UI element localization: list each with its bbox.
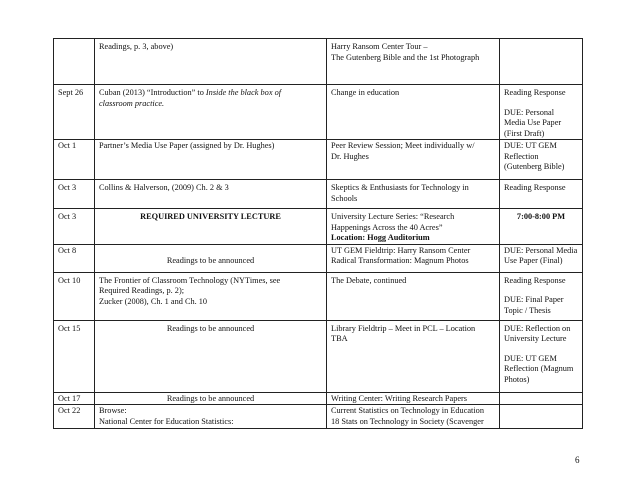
readings-cell: [95, 405, 327, 429]
date-cell: Oct 1: [54, 140, 95, 180]
schedule-table: [53, 38, 583, 429]
topic-text: Writing Center: Writing Research Papers: [331, 393, 468, 403]
topic-text: Harry Ransom Center Tour –: [331, 42, 428, 51]
topic-text: The Gutenberg Bible and the 1st Photograph: [331, 52, 480, 62]
topic-cell: [327, 39, 500, 85]
due-cell: [500, 405, 583, 429]
readings-text: The Frontier of Classroom Technology (NYTimes, see: [99, 275, 281, 285]
topic-text: The Debate, continued: [331, 275, 407, 285]
topic-cell: [327, 180, 500, 209]
topic-text: Library Fieldtrip – Meet in PCL – Location: [331, 323, 476, 333]
date-cell: Oct 3: [54, 209, 95, 245]
topic-cell: [327, 244, 500, 272]
date-cell: Oct 22: [54, 405, 95, 429]
topic-cell: [327, 85, 500, 140]
readings-cell: [95, 39, 327, 85]
readings-text: Collins & Halverson, (2009) Ch. 2 & 3: [99, 183, 229, 192]
due-text: DUE: Personal: [504, 107, 555, 117]
readings-cell: [95, 392, 327, 405]
topic-text: Peer Review Session; Meet individually w/: [331, 141, 475, 150]
due-text: Reading Response: [504, 88, 566, 97]
due-cell: [500, 272, 583, 320]
table-row: [54, 320, 583, 392]
due-text: DUE: Reflection on: [504, 323, 571, 333]
readings-text: Required Readings, p. 2);: [99, 286, 185, 295]
due-text: Topic / Thesis: [504, 305, 551, 315]
topic-text: Radical Transformation: Magnum Photos: [331, 256, 469, 265]
topic-text: TBA: [331, 334, 348, 343]
due-cell: [500, 39, 583, 85]
due-text: Media Use Paper: [504, 118, 562, 127]
due-cell: [500, 320, 583, 392]
page-number: 6: [575, 455, 580, 465]
table-row: [54, 39, 583, 85]
readings-text: Readings to be announced: [166, 256, 255, 266]
table-row: [54, 244, 583, 272]
table-row: [54, 405, 583, 429]
due-cell: [500, 244, 583, 272]
topic-text: Skeptics & Enthusiasts for Technology in: [331, 183, 469, 192]
due-text: DUE: Personal Media: [504, 245, 578, 255]
topic-cell: [327, 209, 500, 245]
readings-cell: [95, 140, 327, 180]
due-text: DUE: UT GEM: [504, 353, 557, 363]
due-cell: [500, 392, 583, 405]
readings-cell: [95, 209, 327, 245]
readings-text: classroom practice.: [99, 98, 165, 108]
topic-text: UT GEM Fieldtrip: Harry Ransom Center: [331, 245, 471, 255]
due-text: Use Paper (Final): [504, 256, 563, 265]
readings-text: Browse:: [99, 406, 127, 415]
readings-text: Readings to be announced: [166, 323, 255, 333]
readings-text: Readings to be announced: [166, 393, 255, 403]
readings-text: Cuban (2013) “Introduction” to Inside the black box of: [99, 88, 282, 97]
topic-text: Change in education: [331, 88, 400, 97]
readings-cell: [95, 272, 327, 320]
due-cell: [500, 209, 583, 245]
due-text: DUE: UT GEM: [504, 141, 557, 150]
table-row: [54, 140, 583, 180]
due-text: Reading Response: [504, 183, 566, 192]
table-row: [54, 85, 583, 140]
readings-cell: [95, 85, 327, 140]
date-cell: Oct 8: [54, 244, 95, 272]
topic-text: Dr. Hughes: [331, 151, 369, 161]
topic-text: Happenings Across the 40 Acres”: [331, 222, 443, 232]
topic-cell: [327, 140, 500, 180]
table-row: [54, 272, 583, 320]
topic-text: University Lecture Series: “Research: [331, 212, 455, 221]
topic-cell: [327, 392, 500, 405]
topic-cell: [327, 320, 500, 392]
table-row: [54, 209, 583, 245]
due-text: (Gutenberg Bible): [504, 162, 565, 171]
date-cell: Oct 10: [54, 272, 95, 320]
topic-text: Schools: [331, 193, 358, 203]
topic-text: 18 Stats on Technology in Society (Scavenger: [331, 416, 484, 426]
readings-text: Zucker (2008), Ch. 1 and Ch. 10: [99, 296, 208, 306]
table-row: [54, 180, 583, 209]
readings-text: Partner’s Media Use Paper (assigned by Dr. Hughes): [99, 141, 275, 150]
due-cell: [500, 140, 583, 180]
due-text: (First Draft): [504, 128, 545, 138]
due-text: DUE: Final Paper: [504, 295, 564, 304]
due-text: Reflection (Magnum: [504, 364, 574, 373]
required-lecture-label: REQUIRED UNIVERSITY LECTURE: [140, 212, 281, 221]
date-cell: Oct 15: [54, 320, 95, 392]
readings-text: National Center for Education Statistics:: [99, 416, 234, 426]
topic-cell: [327, 405, 500, 429]
due-cell: [500, 180, 583, 209]
due-text: Reading Response: [504, 275, 566, 285]
readings-cell: [95, 180, 327, 209]
readings-cell: [95, 320, 327, 392]
table-row: [54, 392, 583, 405]
readings-cell: [95, 244, 327, 272]
due-text: Reflection: [504, 151, 539, 161]
date-cell: Oct 17: [54, 392, 95, 405]
date-cell: [54, 39, 95, 85]
due-text: Photos): [504, 374, 530, 384]
topic-cell: [327, 272, 500, 320]
due-text: University Lecture: [504, 334, 567, 343]
date-cell: Oct 3: [54, 180, 95, 209]
lecture-time: 7:00-8:00 PM: [516, 212, 566, 221]
topic-text: Current Statistics on Technology in Education: [331, 406, 484, 415]
location-text: Location: Hogg Auditorium: [331, 233, 430, 242]
readings-text: Readings, p. 3, above): [99, 42, 174, 51]
date-cell: Sept 26: [54, 85, 95, 140]
due-cell: [500, 85, 583, 140]
